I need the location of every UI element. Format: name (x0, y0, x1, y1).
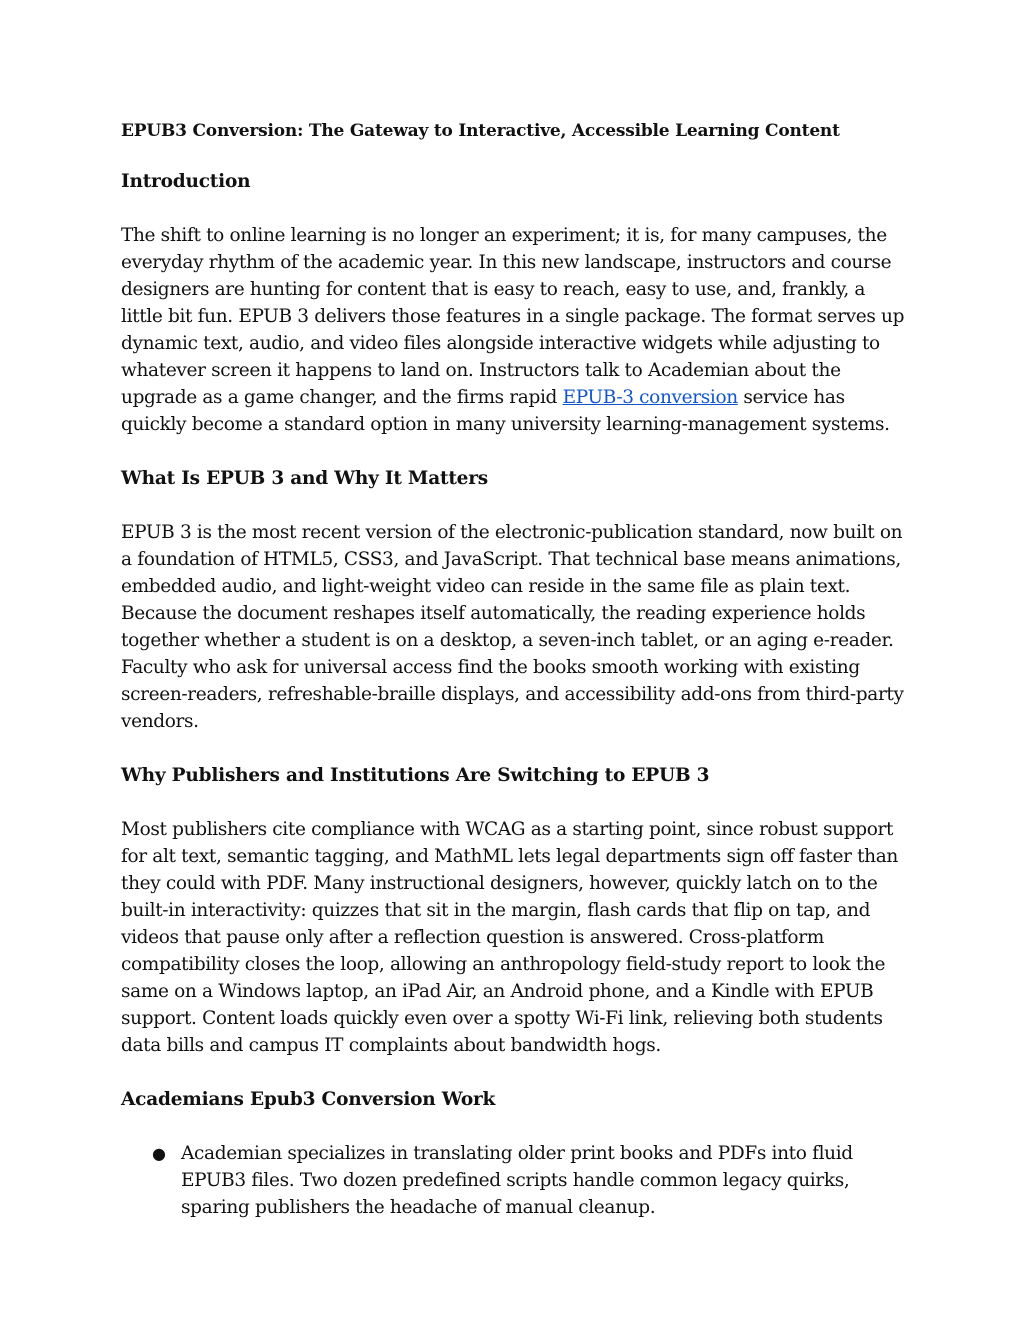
introduction-paragraph (121, 222, 911, 438)
introduction-text-before-link: The shift to online learning is no longer an experiment; it is, for many campuses, the everyday rhythm of the academic year. In this new landscape, instructors and course designers are hunting for content that is easy to reach, easy to use, and, frankly, a little bit fun. EPUB 3 delivers those features in a single package. The format serves up dynamic text, audio, and video files alongside interactive widgets while adjusting to whatever screen it happens to land on. Instructors talk to Academian about the upgrade as a game changer, and the firms rapid (121, 225, 905, 408)
why-switching-paragraph: Most publishers cite compliance with WCAG as a starting point, since robust support for alt text, semantic tagging, and MathML lets legal departments sign off faster than they could with PDF. Many instructional designers, however, quickly latch on to the built-in interactivity: quizzes that sit in the margin, flash cards that flip on tap, and videos that pause only after a reflection question is answered. Cross-platform compatibility closes the loop, allowing an anthropology field-study report to look the same on a Windows laptop, an iPad Air, an Android phone, and a Kindle with EPUB support. Content loads quickly even over a spotty Wi-Fi link, relieving both students data bills and campus IT complaints about bandwidth hogs. (121, 819, 898, 1056)
academian-work-list (121, 1140, 911, 1221)
heading-academian-work: Academians Epub3 Conversion Work (121, 1089, 496, 1110)
what-is-epub3-paragraph: EPUB 3 is the most recent version of the electronic-publication standard, now built on a foundation of HTML5, CSS3, and JavaScript. That technical base means animations, embedded audio, and light-weight video can reside in the same file as plain text. Because the document reshapes itself automatically, the reading experience holds together whether a student is on a desktop, a seven-inch tablet, or an aging e-reader. Faculty who ask for universal access find the books smooth working with existing screen-readers, refreshable-braille displays, and accessibility add-ons from third-party vendors. (121, 522, 904, 732)
document-title: EPUB3 Conversion: The Gateway to Interactive, Accessible Learning Content (121, 121, 840, 141)
heading-why-switching: Why Publishers and Institutions Are Switching to EPUB 3 (121, 765, 710, 786)
introduction-text-after-link: service has quickly become a standard option in many university learning-management systems. (121, 387, 890, 435)
heading-introduction: Introduction (121, 171, 251, 192)
epub3-conversion-link[interactable]: EPUB-3 conversion (562, 387, 738, 408)
list-item (121, 1140, 911, 1221)
heading-what-is-epub3: What Is EPUB 3 and Why It Matters (121, 468, 489, 489)
document-page (121, 118, 911, 1221)
list-item-text: Academian specializes in translating older print books and PDFs into fluid EPUB3 files. Two dozen predefined scripts handle common legacy quirks, sparing publishers the headache of manual cleanup. (181, 1143, 853, 1218)
bullet-icon: ● (152, 1144, 166, 1163)
